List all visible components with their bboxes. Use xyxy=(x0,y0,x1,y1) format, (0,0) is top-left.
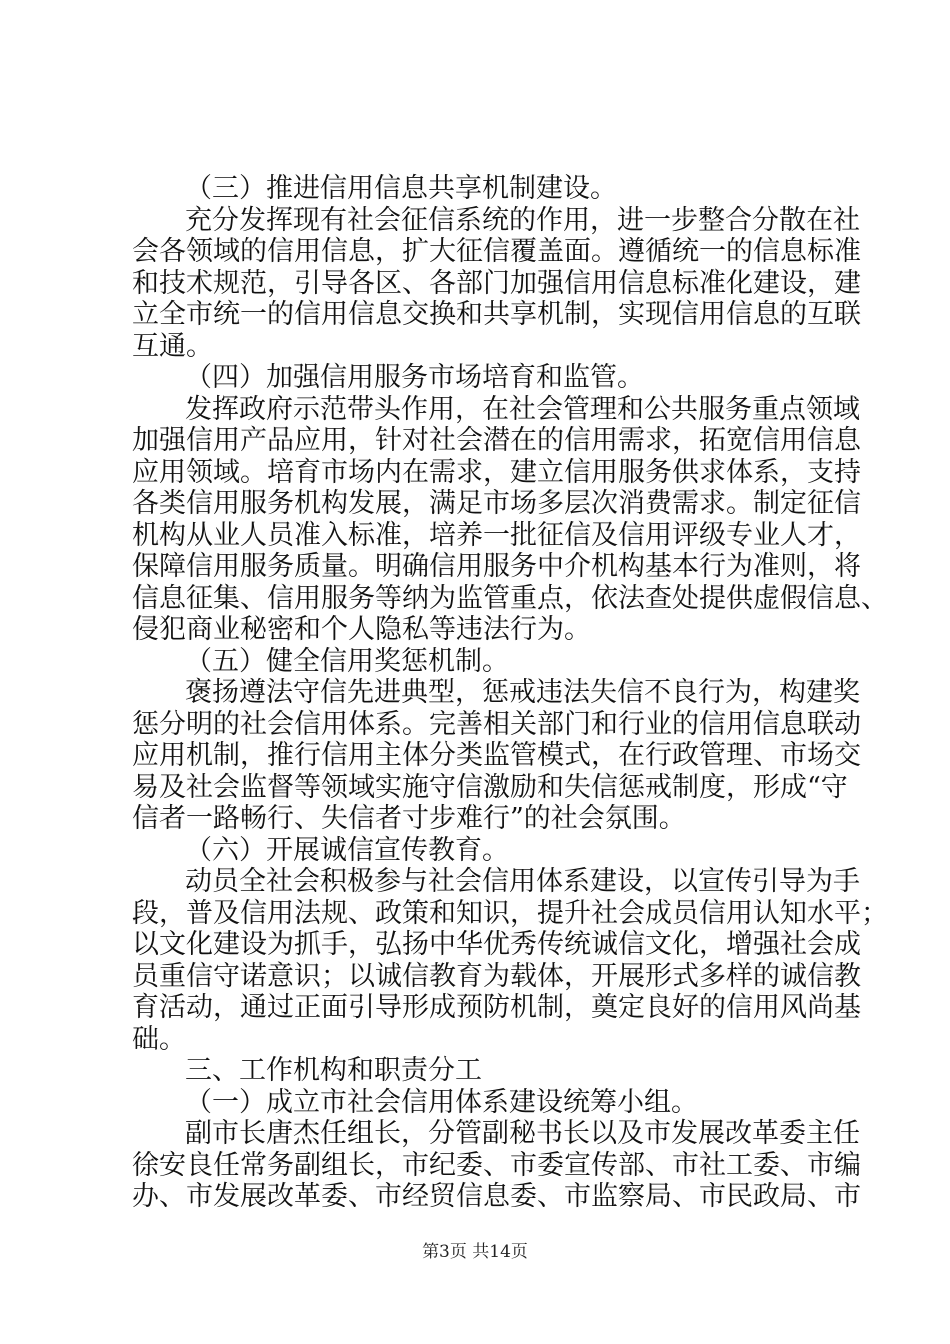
heading-line: （五）健全信用奖惩机制。 xyxy=(185,645,509,677)
paragraph-line: （一）成立市社会信用体系建设统筹小组。 xyxy=(185,1086,698,1118)
paragraph-line: 信者一路畅行、失信者寸步难行”的社会氛围。 xyxy=(132,803,686,834)
paragraph-line: 三、工作机构和职责分工 xyxy=(185,1055,482,1086)
heading-line: （四）加强信用服务市场培育和监管。 xyxy=(185,362,644,393)
heading-line: （六）开展诚信宣传教育。 xyxy=(185,834,509,866)
paragraph-line: 以文化建设为抓手，弘扬中华优秀传统诚信文化，增强社会成 xyxy=(132,929,861,960)
paragraph-line: 副市长唐杰任组长，分管副秘书长以及市发展改革委主任 xyxy=(185,1118,860,1149)
paragraph-line: 保障信用服务质量。明确信用服务中介机构基本行为准则，将 xyxy=(132,551,861,582)
paragraph-line: 育活动，通过正面引导形成预防机制，奠定良好的信用风尚基 xyxy=(132,992,861,1023)
paragraph-line: 动员全社会积极参与社会信用体系建设，以宣传引导为手 xyxy=(185,866,860,897)
paragraph-line: 段，普及信用法规、政策和知识，提升社会成员信用认知水平； xyxy=(132,897,888,929)
paragraph-line: 应用机制，推行信用主体分类监管模式，在行政管理、市场交 xyxy=(132,740,861,771)
paragraph-line: 立全市统一的信用信息交换和共享机制，实现信用信息的互联 xyxy=(132,299,861,330)
paragraph-line: 发挥政府示范带头作用，在社会管理和公共服务重点领域 xyxy=(185,393,860,425)
paragraph-line: 办、市发展改革委、市经贸信息委、市监察局、市民政局、市 xyxy=(132,1181,861,1212)
paragraph-line: 会各领域的信用信息，扩大征信覆盖面。遵循统一的信息标准 xyxy=(132,236,861,267)
paragraph-line: 应用领域。培育市场内在需求，建立信用服务供求体系，支持 xyxy=(132,456,861,488)
paragraph-line: 侵犯商业秘密和个人隐私等违法行为。 xyxy=(132,614,591,645)
paragraph-line: 充分发挥现有社会征信系统的作用，进一步整合分散在社 xyxy=(185,204,860,236)
paragraph-line: 易及社会监督等领域实施守信激励和失信惩戒制度，形成“守 xyxy=(132,771,848,803)
paragraph-line: 员重信守诺意识；以诚信教育为载体，开展形式多样的诚信教 xyxy=(132,960,861,992)
heading-line: （三）推进信用信息共享机制建设。 xyxy=(185,173,617,204)
paragraph-line: 互通。 xyxy=(132,330,213,362)
paragraph-line: 徐安良任常务副组长，市纪委、市委宣传部、市社工委、市编 xyxy=(132,1149,861,1181)
paragraph-line: 加强信用产品应用，针对社会潜在的信用需求，拓宽信用信息 xyxy=(132,425,861,456)
paragraph-line: 各类信用服务机构发展，满足市场多层次消费需求。制定征信 xyxy=(132,488,861,519)
paragraph-line: 和技术规范，引导各区、各部门加强信用信息标准化建设，建 xyxy=(132,267,861,299)
paragraph-line: 褒扬遵法守信先进典型，惩戒违法失信不良行为，构建奖 xyxy=(185,677,860,708)
page-number: 第3页 共14页 xyxy=(422,1242,528,1262)
paragraph-line: 惩分明的社会信用体系。完善相关部门和行业的信用信息联动 xyxy=(132,708,861,740)
paragraph-line: 信息征集、信用服务等纳为监管重点，依法查处提供虚假信息、 xyxy=(132,582,888,614)
paragraph-line: 础。 xyxy=(132,1023,186,1055)
paragraph-line: 机构从业人员准入标准，培养一批征信及信用评级专业人才， xyxy=(132,519,861,551)
